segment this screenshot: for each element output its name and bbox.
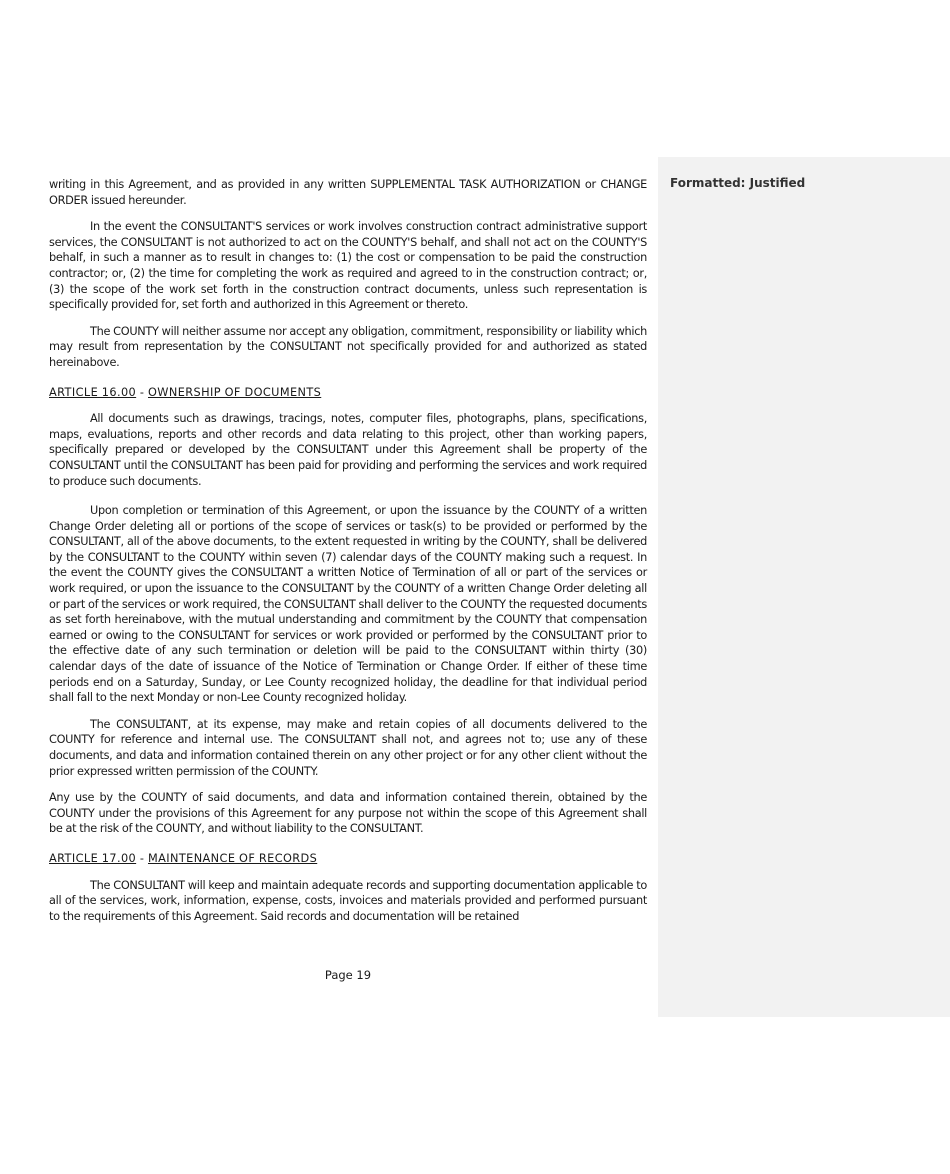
page-number: Page 19 (324, 968, 372, 982)
article-17-number: ARTICLE 17.00 (49, 851, 137, 865)
article-17-title: MAINTENANCE OF RECORDS (148, 851, 318, 865)
paragraph-completion-termination: Upon completion or termination of this Agreement, or upon the issuance by the COUNTY of a written Change Order deleting all or portions of the scope of services or task(s) to be provided or performed by the CONSULTANT, all of the above documents, to the extent requested in writing by the COUNTY, shall be delivered by the CONSULTANT to the COUNTY within seven (7) calendar days of the COUNTY making such a request. In the event the COUNTY gives the CONSULTANT a written Notice of Termination of all or part of the services or work required, or upon the issuance to the CONSULTANT by the COUNTY of a written Change Order deleting all or part of the services or work required, the CONSULTANT shall deliver to the COUNTY the requested documents as set forth hereinabove, with the mutual understanding and commitment by the COUNTY that compensation earned or owing to the CONSULTANT for services or work provided or performed by the CONSULTANT prior to the effective date of any such termination or deletion will be paid to the CONSULTANT within thirty (30) calendar days of the date of issuance of the Notice of Termination or Change Order. If either of these time periods end on a Saturday, Sunday, or Lee County recognized holiday, the deadline for that individual period shall fall to the next Monday or non-Lee County recognized holiday. (49, 504, 647, 705)
article-16-heading (49, 385, 647, 401)
paragraph-writing: writing in this Agreement, and as provided in any written SUPPLEMENTAL TASK AUTHORIZATION or CHANGE ORDER issued hereunder. (49, 178, 647, 207)
paragraph-any-use: Any use by the COUNTY of said documents, and data and information contained therein, obtained by the COUNTY under the provisions of this Agreement for any purpose not within the scope of this Agreement shall be at the risk of the COUNTY, and without liability to the CONSULTANT. (49, 791, 647, 836)
article-16-separator: - (136, 385, 148, 399)
paragraph-construction-admin: In the event the CONSULTANT'S services or work involves construction contract administrative support services, the CONSULTANT is not authorized to act on the COUNTY'S behalf, and shall not act on the COUNTY'S behalf, in such a manner as to result in changes to: (1) the cost or compensation to be paid the construction contractor; or, (2) the time for completing the work as required and agreed to in the construction contract; or, (3) the scope of the work set forth in the construction contract documents, unless such representation is specifically provided for, set forth and authorized in this Agreement or thereto. (49, 220, 647, 312)
article-17-heading (49, 851, 647, 867)
formatted-justified-note: Formatted: Justified (670, 176, 806, 190)
article-16-title: OWNERSHIP OF DOCUMENTS (148, 385, 322, 399)
paragraph-copies: The CONSULTANT, at its expense, may make and retain copies of all documents delivered to the COUNTY for reference and internal use. The CONSULTANT shall not, and agrees not to; use any of these documents, and data and information contained therein on any other project or for any other client without the prior expressed written permission of the COUNTY. (49, 717, 647, 778)
article-16-number: ARTICLE 16.00 (49, 385, 137, 399)
paragraph-documents-property: All documents such as drawings, tracings, notes, computer files, photographs, plans, specifications, maps, evaluations, reports and other records and data relating to this project, other than working papers, specifically prepared or developed by the CONSULTANT under this Agreement shall be property of the CONSULTANT until the CONSULTANT has been paid for providing and performing the services and work required to produce such documents. (49, 412, 647, 488)
paragraph-county-obligation: The COUNTY will neither assume nor accept any obligation, commitment, responsibility or liability which may result from representation by the CONSULTANT not specifically provided for and authorized as stated hereinabove. (49, 324, 647, 369)
article-17-separator: - (136, 851, 148, 865)
paragraph-maintain-records: The CONSULTANT will keep and maintain adequate records and supporting documentation applicable to all of the services, work, information, expense, costs, invoices and materials provided and performed pursuant to the requirements of this Agreement. Said records and documentation will be retained (49, 878, 647, 923)
comment-pane (658, 157, 950, 1017)
document-body (49, 177, 647, 935)
